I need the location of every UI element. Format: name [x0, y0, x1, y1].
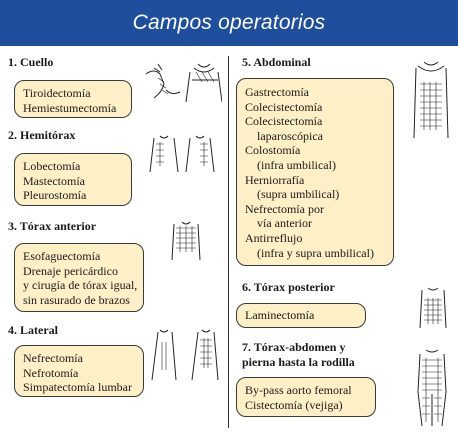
list-item: (infra umbilical): [257, 157, 336, 172]
list-item: Herniorrafía: [245, 172, 305, 187]
list-item: sin rasurado de brazos: [23, 292, 130, 307]
column-divider: [228, 56, 229, 428]
list-item: Cistectomía (vejiga): [245, 397, 343, 412]
section-heading-torax-posterior: 6. Tórax posterior: [242, 280, 335, 294]
list-item: Colostomía: [245, 143, 301, 158]
neck-illustration-icon: [140, 60, 222, 106]
list-item: Laminectomía: [245, 308, 315, 322]
posterior-thorax-illustration-icon: [418, 286, 448, 332]
section-box-abdominal: [236, 78, 394, 266]
section-heading-torax-abdomen-pierna: [242, 340, 355, 370]
list-item: Colecistectomía: [245, 99, 323, 114]
section-heading-abdominal: 5. Abdominal: [242, 55, 311, 69]
list-item: By-pass aorto femoral: [245, 383, 352, 397]
list-item: Drenaje pericárdico: [23, 263, 118, 278]
section-heading-line: pierna hasta la rodilla: [242, 355, 355, 369]
list-item: Simpatectomía lumbar: [23, 380, 132, 395]
list-item: Tiroidectomía: [23, 86, 91, 100]
lateral-illustration-icon: [148, 328, 222, 384]
section-box-lateral: [14, 345, 144, 397]
section-box-hemitorax: [14, 153, 132, 206]
list-item: Nefrotomía: [23, 365, 79, 380]
list-item: laparoscópica: [257, 128, 323, 143]
abdominal-illustration-icon: [410, 60, 452, 144]
section-heading-torax-anterior: 3. Tórax anterior: [8, 219, 97, 233]
list-item: vía anterior: [257, 216, 312, 231]
list-item: (supra umbilical): [257, 187, 340, 202]
list-item: Antirreflujo: [245, 230, 303, 245]
section-box-torax-abdomen-pierna: [236, 377, 376, 417]
section-box-cuello: [14, 80, 132, 118]
list-item: Colecistectomía: [245, 114, 323, 129]
list-item: y cirugía de tórax igual,: [23, 278, 138, 293]
list-item: Lobectomía: [23, 159, 81, 173]
page-title: Campos operatorios: [132, 11, 326, 34]
section-heading-cuello: 1. Cuello: [8, 55, 54, 69]
list-item: Esofaguectomía: [23, 249, 101, 263]
list-item: Mastectomía: [23, 173, 85, 188]
list-item: Hemiestumectomía: [23, 100, 117, 115]
list-item: Nefrectomía por: [245, 201, 324, 216]
section-heading-line: 7. Tórax-abdomen y: [242, 340, 346, 354]
section-heading-hemitorax: 2. Hemitórax: [8, 128, 76, 142]
list-item: Nefrectomía: [23, 351, 83, 365]
list-item: Gastrectomía: [245, 85, 309, 99]
list-item: (infra y supra umbilical): [257, 245, 374, 260]
title-bar: [0, 0, 458, 46]
section-box-torax-anterior: [14, 243, 144, 312]
anterior-thorax-illustration-icon: [170, 220, 202, 264]
list-item: Pleurostomía: [23, 188, 87, 203]
section-box-torax-posterior: [236, 303, 366, 328]
hemithorax-illustration-icon: [148, 134, 218, 174]
section-heading-lateral: 4. Lateral: [8, 323, 58, 337]
thorax-leg-illustration-icon: [414, 348, 450, 430]
